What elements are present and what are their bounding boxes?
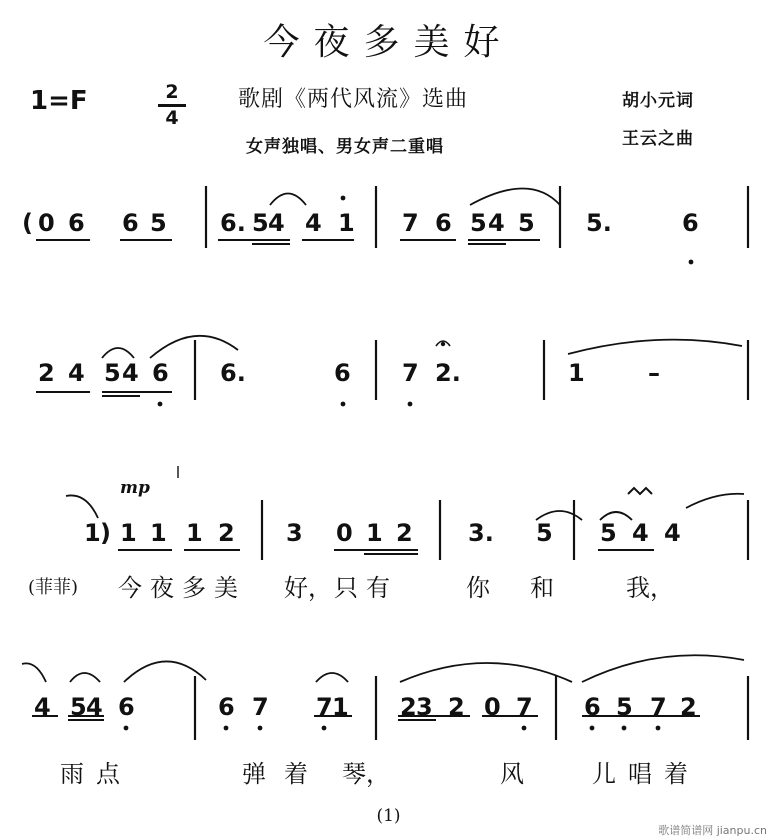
note-r1-12: 6 (435, 209, 452, 237)
note-r1-14: 4 (488, 209, 505, 237)
note-r3-2: ) (100, 519, 111, 547)
note-r2-2: 4 (68, 359, 85, 387)
lyric-r3-8: 你 (466, 574, 490, 602)
note-r3-4: 1 (150, 519, 167, 547)
note-r2-8: 7 (402, 359, 419, 387)
time-signature-top: 2 (165, 81, 179, 103)
key-signature: 1=F (30, 86, 88, 116)
note-r3-13: 5 (600, 519, 617, 547)
note-r4-3: 4 (86, 693, 103, 721)
note-r2-10: 1 (568, 359, 585, 387)
mordent-mark (628, 488, 652, 494)
lyric-r3-10: 我， (626, 574, 674, 602)
lyric-r4-6: 风 (500, 760, 524, 788)
note-r3-7: 3 (286, 519, 303, 547)
note-r4-1: 4 (34, 693, 51, 721)
note-r1-3: 6 (68, 209, 85, 237)
performance-type: 女声独唱、男女声二重唱 (246, 137, 444, 157)
note-r1-8: 4 (268, 209, 285, 237)
note-r1-5: 5 (150, 209, 167, 237)
song-title: 今夜多美好 (263, 22, 514, 63)
note-r4-6: 7 (252, 693, 269, 721)
watermark: 歌谱简谱网 jianpu.cn (658, 824, 767, 837)
lyric-r3-3: 多 (182, 574, 206, 602)
note-r1-6: 6. (220, 209, 246, 237)
lyricist-credit: 胡小元词 (622, 91, 694, 111)
page-number: (1) (376, 806, 401, 826)
note-r1-13: 5 (470, 209, 487, 237)
note-r3-15: 4 (664, 519, 681, 547)
note-r3-9: 1 (366, 519, 383, 547)
note-r2-1: 2 (38, 359, 55, 387)
note-r4-16: 7 (650, 693, 667, 721)
opera-source: 歌剧《两代风流》选曲 (238, 87, 469, 112)
note-r4-14: 6 (584, 693, 601, 721)
lyric-r4-4: 着 (284, 760, 308, 788)
lyric-r4-2: 点 (96, 760, 120, 788)
note-r1-11: 7 (402, 209, 419, 237)
lyric-r3-4: 美 (214, 574, 238, 602)
note-r1-9: 4 (305, 209, 322, 237)
lyric-r4-7: 儿 (592, 760, 616, 788)
note-r3-12: 5 (536, 519, 553, 547)
lyric-paren: (菲菲) (28, 577, 79, 598)
note-r4-4: 6 (118, 693, 135, 721)
note-r1-4: 6 (122, 209, 139, 237)
note-r2-11: – (648, 359, 660, 387)
octave-dots (124, 196, 694, 731)
note-r4-10: 3 (416, 693, 433, 721)
note-r4-11: 2 (448, 693, 465, 721)
lyric-r4-8: 唱 (628, 760, 652, 788)
note-r4-2: 5 (70, 693, 87, 721)
note-r4-9: 2 (400, 693, 417, 721)
note-r3-14: 4 (632, 519, 649, 547)
note-r2-7: 6 (334, 359, 351, 387)
note-r4-12: 0 (484, 693, 501, 721)
note-r4-5: 6 (218, 693, 235, 721)
lyric-r3-1: 今 (118, 574, 142, 602)
note-r2-5: 6 (152, 359, 169, 387)
note-r4-15: 5 (616, 693, 633, 721)
note-r3-11: 3. (468, 519, 494, 547)
note-r1-2: 0 (38, 209, 55, 237)
fermata-mark (436, 341, 450, 346)
time-signature-bottom: 4 (165, 107, 179, 129)
note-r4-13: 7 (516, 693, 533, 721)
note-r1-17: 6 (682, 209, 699, 237)
note-r3-5: 1 (186, 519, 203, 547)
lyric-r4-5: 琴， (342, 760, 390, 788)
note-r2-9: 2. (435, 359, 461, 387)
note-r3-6: 2 (218, 519, 235, 547)
note-r3-1: 1 (84, 519, 101, 547)
note-r4-17: 2 (680, 693, 697, 721)
note-r4-8: 1 (332, 693, 349, 721)
lyric-r3-6: 只 (334, 574, 358, 602)
lyric-r4-1: 雨 (60, 760, 84, 788)
lyric-r3-7: 有 (366, 574, 390, 602)
note-r3-8: 0 (336, 519, 353, 547)
note-r2-6: 6. (220, 359, 246, 387)
note-r1-1: ( (22, 209, 33, 237)
lyric-r4-3: 弹 (242, 760, 266, 788)
lyric-r3-5: 好， (284, 574, 332, 602)
note-r2-4: 4 (122, 359, 139, 387)
note-r4-7: 7 (316, 693, 333, 721)
note-r3-10: 2 (396, 519, 413, 547)
note-r1-7: 5 (252, 209, 269, 237)
note-r1-16: 5. (586, 209, 612, 237)
slurs (22, 189, 744, 683)
dynamic-marking: mp (120, 478, 150, 498)
lyric-r3-9: 和 (530, 574, 554, 602)
note-r1-15: 5 (518, 209, 535, 237)
beam-lines (32, 240, 700, 720)
composer-credit: 王云之曲 (622, 129, 694, 149)
note-r1-10: 1 (338, 209, 355, 237)
lyric-r3-2: 夜 (150, 574, 174, 602)
lyric-r4-9: 着 (664, 760, 688, 788)
note-r2-3: 5 (104, 359, 121, 387)
note-r3-3: 1 (120, 519, 137, 547)
